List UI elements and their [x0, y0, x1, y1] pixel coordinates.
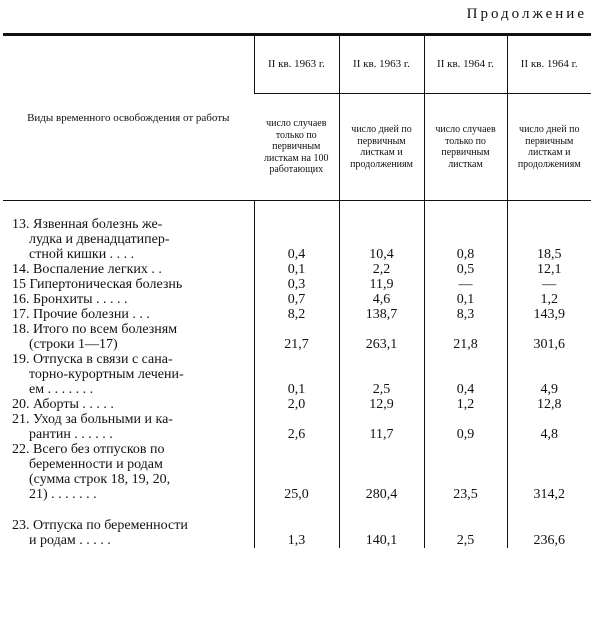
value-cell: 236,6: [507, 518, 591, 548]
row-label-line: 21. Уход за больными и ка-: [12, 412, 173, 427]
row-label: [3, 262, 254, 277]
value-cell: 0,4: [254, 217, 339, 262]
value-cell: 143,9: [507, 307, 591, 322]
value-cell: 25,0: [254, 442, 339, 502]
row-label-line: 22. Всего без отпусков по: [12, 442, 165, 457]
value-cell: 0,1: [254, 352, 339, 397]
value-cell: 0,9: [424, 412, 507, 442]
value-cell: 1,2: [507, 292, 591, 307]
row-label-line: 14. Воспаление легких . .: [12, 262, 162, 277]
row-label-line: (сумма строк 18, 19, 20,: [29, 472, 171, 487]
value-cell: 0,1: [254, 262, 339, 277]
value-cell: 4,8: [507, 412, 591, 442]
value-cell: 2,5: [424, 518, 507, 548]
row-label: [3, 277, 254, 292]
row-label: [3, 307, 254, 322]
value-cell: 2,6: [254, 412, 339, 442]
value-cell: 140,1: [339, 518, 424, 548]
value-cell: 0,5: [424, 262, 507, 277]
row-label-line: рантин . . . . . .: [29, 427, 113, 442]
table-row: [3, 518, 591, 548]
row-label-line: 15 Гипертоническая болезнь: [12, 277, 183, 292]
value-cell: 0,8: [424, 217, 507, 262]
quarter-header: II кв. 1963 г.: [339, 35, 424, 94]
row-label-line: 16. Бронхиты . . . . .: [12, 292, 128, 307]
value-cell: 280,4: [339, 442, 424, 502]
row-label-line: 23. Отпуска по беременности: [12, 518, 188, 533]
value-cell: 263,1: [339, 322, 424, 352]
quarter-header: II кв. 1963 г.: [254, 35, 339, 94]
table-row: [3, 322, 591, 352]
value-cell: 301,6: [507, 322, 591, 352]
table-row: [3, 292, 591, 307]
row-label: [3, 412, 254, 442]
value-cell: 8,3: [424, 307, 507, 322]
value-cell: —: [507, 277, 591, 292]
table-row: [3, 352, 591, 397]
value-cell: —: [424, 277, 507, 292]
value-cell: 18,5: [507, 217, 591, 262]
value-cell: 8,2: [254, 307, 339, 322]
row-label-line: 20. Аборты . . . . .: [12, 397, 114, 412]
value-cell: 314,2: [507, 442, 591, 502]
value-cell: 4,9: [507, 352, 591, 397]
row-label-line: 18. Итого по всем болезням: [12, 322, 178, 337]
table-row: [3, 442, 591, 502]
value-cell: 11,9: [339, 277, 424, 292]
quarter-header: II кв. 1964 г.: [424, 35, 507, 94]
value-cell: 12,1: [507, 262, 591, 277]
row-label-line: ем . . . . . . .: [29, 382, 94, 397]
row-label-line: 21) . . . . . . .: [29, 487, 97, 502]
row-label: [3, 352, 254, 397]
row-label-header: Виды временного освобождения от работы: [3, 35, 254, 201]
row-label-line: (строки 1—17): [29, 337, 118, 352]
value-cell: 2,0: [254, 397, 339, 412]
table-row: [3, 307, 591, 322]
measure-header: число случаев только по первичным листкам на 100 работающих: [254, 94, 339, 201]
value-cell: 10,4: [339, 217, 424, 262]
table-row: [3, 412, 591, 442]
value-cell: 2,5: [339, 352, 424, 397]
value-cell: 23,5: [424, 442, 507, 502]
value-cell: 21,7: [254, 322, 339, 352]
row-label-line: стной кишки . . . .: [29, 247, 135, 262]
value-cell: 21,8: [424, 322, 507, 352]
continuation-label: Продолжение: [466, 6, 587, 22]
table-row: [3, 277, 591, 292]
sick-leave-table: [3, 33, 591, 548]
value-cell: 2,2: [339, 262, 424, 277]
row-label-line: лудка и двенадцатипер-: [29, 232, 170, 247]
value-cell: 138,7: [339, 307, 424, 322]
value-cell: 0,3: [254, 277, 339, 292]
row-label-line: беременности и родам: [29, 457, 163, 472]
row-label: [3, 518, 254, 548]
quarter-header: II кв. 1964 г.: [507, 35, 591, 94]
row-label-line: 17. Прочие болезни . . .: [12, 307, 150, 322]
value-cell: 1,3: [254, 518, 339, 548]
table-row: [3, 262, 591, 277]
row-label: [3, 292, 254, 307]
measure-header: число случаев только по первичным листкам: [424, 94, 507, 201]
table-body: [3, 201, 591, 549]
row-label-line: 19. Отпуска в связи с сана-: [12, 352, 173, 367]
value-cell: 1,2: [424, 397, 507, 412]
row-label-line: торно-курортным лечени-: [29, 367, 184, 382]
value-cell: 11,7: [339, 412, 424, 442]
row-label: [3, 442, 254, 502]
row-label-line: 13. Язвенная болезнь же-: [12, 217, 163, 232]
row-gap: [3, 502, 591, 518]
value-cell: 12,9: [339, 397, 424, 412]
table-row: [3, 397, 591, 412]
measure-header: число дней по первичным листкам и продолжениям: [339, 94, 424, 201]
measure-header: число дней по первичным листкам и продолжениям: [507, 94, 591, 201]
value-cell: 0,1: [424, 292, 507, 307]
value-cell: 12,8: [507, 397, 591, 412]
value-cell: 0,4: [424, 352, 507, 397]
value-cell: 0,7: [254, 292, 339, 307]
row-label: [3, 397, 254, 412]
table-row: [3, 217, 591, 262]
row-label: [3, 217, 254, 262]
row-label: [3, 322, 254, 352]
row-label-line: и родам . . . . .: [29, 533, 111, 548]
value-cell: 4,6: [339, 292, 424, 307]
